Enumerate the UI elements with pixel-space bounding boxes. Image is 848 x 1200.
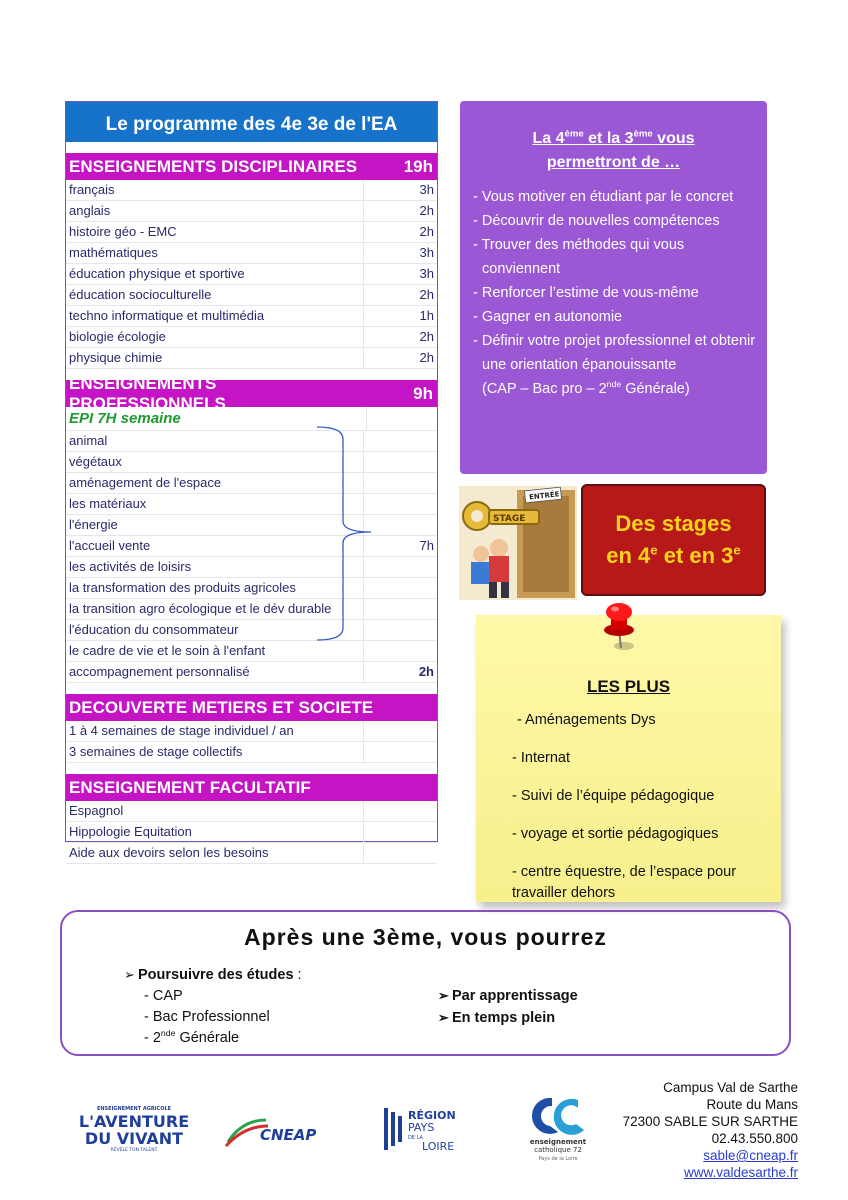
seconde-line: - 2nde Générale: [144, 1028, 240, 1046]
row-subject: aménagement de l'espace: [66, 473, 364, 493]
plus-item: - Aménagements Dys: [517, 712, 656, 728]
bac-line: - Bac Professionnel: [144, 1009, 270, 1025]
disciplinaires-rows: [66, 180, 437, 369]
row-subject: accompagnement personnalisé: [66, 662, 364, 682]
phone: 02.43.550.800: [711, 1131, 798, 1146]
arrow-icon: ➢: [438, 988, 449, 1003]
plus-item: - voyage et sortie pédagogiques: [512, 826, 719, 842]
campus-name: Campus Val de Sarthe: [663, 1080, 798, 1095]
cneap-logo: [222, 1112, 322, 1150]
street: Route du Mans: [706, 1097, 798, 1112]
temps-plein-line: ➢ En temps plein: [438, 1007, 578, 1029]
section-hours: 19h: [403, 156, 433, 176]
epi-row: [66, 407, 437, 431]
plus-item: - Suivi de l’équipe pédagogique: [512, 788, 715, 804]
svg-text:L'AVENTURE: L'AVENTURE: [78, 1112, 190, 1131]
email-link[interactable]: sable@cneap.fr: [703, 1148, 798, 1163]
svg-text:enseignement: enseignement: [529, 1138, 587, 1146]
spacer: [66, 763, 437, 774]
table-row: [66, 180, 437, 201]
modes-column: [438, 985, 578, 1029]
objectives-heading: La 4ème et la 3ème vous permettront de …: [532, 128, 695, 171]
table-row: [66, 243, 437, 264]
objective-item: - Renforcer l’estime de vous-même: [473, 285, 699, 301]
row-subject: la transformation des produits agricoles: [66, 578, 364, 598]
objective-item: - Trouver des méthodes qui vous conviennent: [473, 237, 685, 277]
row-hours: 3h: [419, 266, 434, 281]
row-subject: techno informatique et multimédia: [66, 306, 364, 326]
svg-text:RÉGION: RÉGION: [408, 1109, 456, 1122]
row-hours: 2h: [419, 203, 434, 218]
row-subject: physique chimie: [66, 348, 364, 368]
row-hours: [364, 721, 437, 741]
row-hours: 1h: [419, 308, 434, 323]
curly-brace-icon: [313, 425, 375, 643]
table-row: [66, 264, 437, 285]
table-row: [66, 641, 437, 662]
arrow-icon: ➢: [124, 967, 135, 982]
table-row: [66, 801, 437, 822]
row-hours: [364, 801, 437, 821]
decouverte-rows: [66, 721, 437, 763]
poursuivre-line: ➢ Poursuivre des études :: [124, 964, 302, 986]
row-subject: Espagnol: [66, 801, 364, 821]
row-subject: éducation socioculturelle: [66, 285, 364, 305]
table-row: [66, 599, 437, 620]
plus-item: - centre équestre, de l’espace pour travailler dehors: [512, 864, 737, 901]
stage-illustration: [459, 486, 577, 600]
stages-line-2: en 4e et en 3e: [606, 542, 741, 568]
section-label: DECOUVERTE METIERS ET SOCIETE: [69, 697, 374, 717]
table-row: [66, 222, 437, 243]
table-row: [66, 843, 437, 864]
table-row: [66, 536, 437, 557]
enseignement-catholique-logo: [522, 1090, 596, 1162]
row-subject: les matériaux: [66, 494, 364, 514]
row-subject: 3 semaines de stage collectifs: [66, 742, 364, 762]
row-subject: éducation physique et sportive: [66, 264, 364, 284]
table-row: [66, 742, 437, 763]
section-decouverte: [66, 694, 437, 721]
svg-text:ENSEIGNEMENT AGRICOLE: ENSEIGNEMENT AGRICOLE: [96, 1106, 172, 1112]
row-subject: Hippologie Equitation: [66, 822, 364, 842]
table-row: [66, 201, 437, 222]
section-label: ENSEIGNEMENT FACULTATIF: [69, 777, 311, 797]
objective-item: - Découvrir de nouvelles compétences: [473, 213, 720, 229]
table-row: [66, 494, 437, 515]
apres-title: Après une 3ème, vous pourrez: [244, 924, 607, 950]
row-subject: les activités de loisirs: [66, 557, 364, 577]
svg-text:ENTRÉE: ENTRÉE: [528, 490, 560, 502]
spacer: [66, 683, 437, 694]
spacer: [66, 142, 437, 153]
row-subject: l'accueil vente: [66, 536, 364, 556]
row-subject: histoire géo - EMC: [66, 222, 364, 242]
objective-item: - Gagner en autonomie: [473, 309, 623, 325]
svg-text:CNEAP: CNEAP: [260, 1126, 317, 1144]
table-row: [66, 822, 437, 843]
arrow-icon: ➢: [438, 1010, 449, 1025]
row-hours: 2h: [419, 350, 434, 365]
apres-3eme-box: [60, 910, 791, 1056]
pushpin-icon: [596, 600, 642, 656]
table-row: [66, 620, 437, 641]
row-hours: 2h: [419, 287, 434, 302]
poursuite-column: [124, 964, 302, 1049]
section-disciplinaires: [66, 153, 437, 180]
table-row: [66, 306, 437, 327]
section-label: ENSEIGNEMENTS PROFESSIONNELS: [69, 373, 226, 413]
les-plus-note: [476, 615, 781, 902]
row-subject: 1 à 4 semaines de stage individuel / an: [66, 721, 364, 741]
table-row: [66, 285, 437, 306]
section-professionnels: [66, 373, 437, 413]
table-row: [66, 348, 437, 369]
table-row: [66, 452, 437, 473]
row-hours: [364, 822, 437, 842]
svg-text:LOIRE: LOIRE: [422, 1140, 455, 1153]
plus-item: - Internat: [512, 750, 571, 766]
section-facultatif: [66, 774, 437, 801]
cap-line: - CAP: [144, 988, 183, 1004]
row-subject: l'énergie: [66, 515, 364, 535]
section-hours: 9h: [413, 383, 433, 403]
aventure-du-vivant-logo: [78, 1103, 190, 1153]
apprentissage-line: ➢ Par apprentissage: [438, 985, 578, 1007]
row-subject: anglais: [66, 201, 364, 221]
svg-text:PAYS: PAYS: [408, 1121, 435, 1134]
professionnels-rows: [66, 431, 437, 683]
stages-banner: [581, 484, 766, 596]
table-row: [66, 578, 437, 599]
section-label: ENSEIGNEMENTS DISCIPLINAIRES: [69, 156, 358, 176]
region-pays-de-la-loire-logo: [382, 1106, 472, 1154]
svg-text:STAGE: STAGE: [493, 514, 526, 524]
table-row: [66, 515, 437, 536]
row-subject: mathématiques: [66, 243, 364, 263]
row-subject: le cadre de vie et le soin à l'enfant: [66, 641, 364, 661]
row-hours: 2h: [419, 224, 434, 239]
row-hours: [364, 843, 437, 863]
row-subject: végétaux: [66, 452, 364, 472]
city: 72300 SABLE SUR SARTHE: [622, 1114, 798, 1129]
table-row: [66, 431, 437, 452]
objective-item: - Définir votre projet professionnel et obtenir une orientation épanouissante: [473, 333, 756, 373]
row-hours: 3h: [419, 245, 434, 260]
row-hours: 7h: [419, 538, 434, 553]
row-subject: l'éducation du consommateur: [66, 620, 364, 640]
table-row: [66, 473, 437, 494]
svg-text:DE LA: DE LA: [408, 1135, 423, 1141]
table-row: [66, 721, 437, 742]
website-link[interactable]: www.valdesarthe.fr: [683, 1165, 798, 1180]
row-hours: [364, 641, 437, 661]
row-hours: [364, 742, 437, 762]
objective-item-options: (CAP – Bac pro – 2nde Générale): [482, 379, 690, 397]
svg-text:RÉVÈLE TON TALENT: RÉVÈLE TON TALENT: [110, 1148, 158, 1153]
row-subject: animal: [66, 431, 364, 451]
objective-item: - Vous motiver en étudiant par le concret: [473, 189, 734, 205]
row-hours: 3h: [419, 182, 434, 197]
objectives-list: [473, 185, 759, 401]
objectives-box: [460, 101, 767, 474]
svg-text:DU VIVANT: DU VIVANT: [84, 1129, 184, 1148]
row-subject: la transition agro écologique et le dév durable: [66, 599, 364, 619]
contact-address: [623, 1079, 798, 1181]
table-row: [66, 327, 437, 348]
les-plus-title: LES PLUS: [586, 677, 671, 696]
table-row: [66, 662, 437, 683]
row-subject: biologie écologie: [66, 327, 364, 347]
les-plus-list: [512, 710, 772, 921]
facultatif-rows: [66, 801, 437, 864]
programme-table: [65, 101, 438, 860]
table-row: [66, 557, 437, 578]
table-title: Le programme des 4e 3e de l'EA: [66, 102, 437, 142]
epi-label: EPI 7H semaine: [66, 407, 367, 430]
row-hours: 2h: [418, 664, 434, 679]
row-subject: Aide aux devoirs selon les besoins: [66, 843, 364, 863]
row-subject: français: [66, 180, 364, 200]
svg-text:Pays de la Loire: Pays de la Loire: [538, 1156, 578, 1162]
stages-line-1: Des stages: [615, 511, 732, 536]
svg-text:catholique 72: catholique 72: [534, 1146, 582, 1154]
row-hours: 2h: [419, 329, 434, 344]
